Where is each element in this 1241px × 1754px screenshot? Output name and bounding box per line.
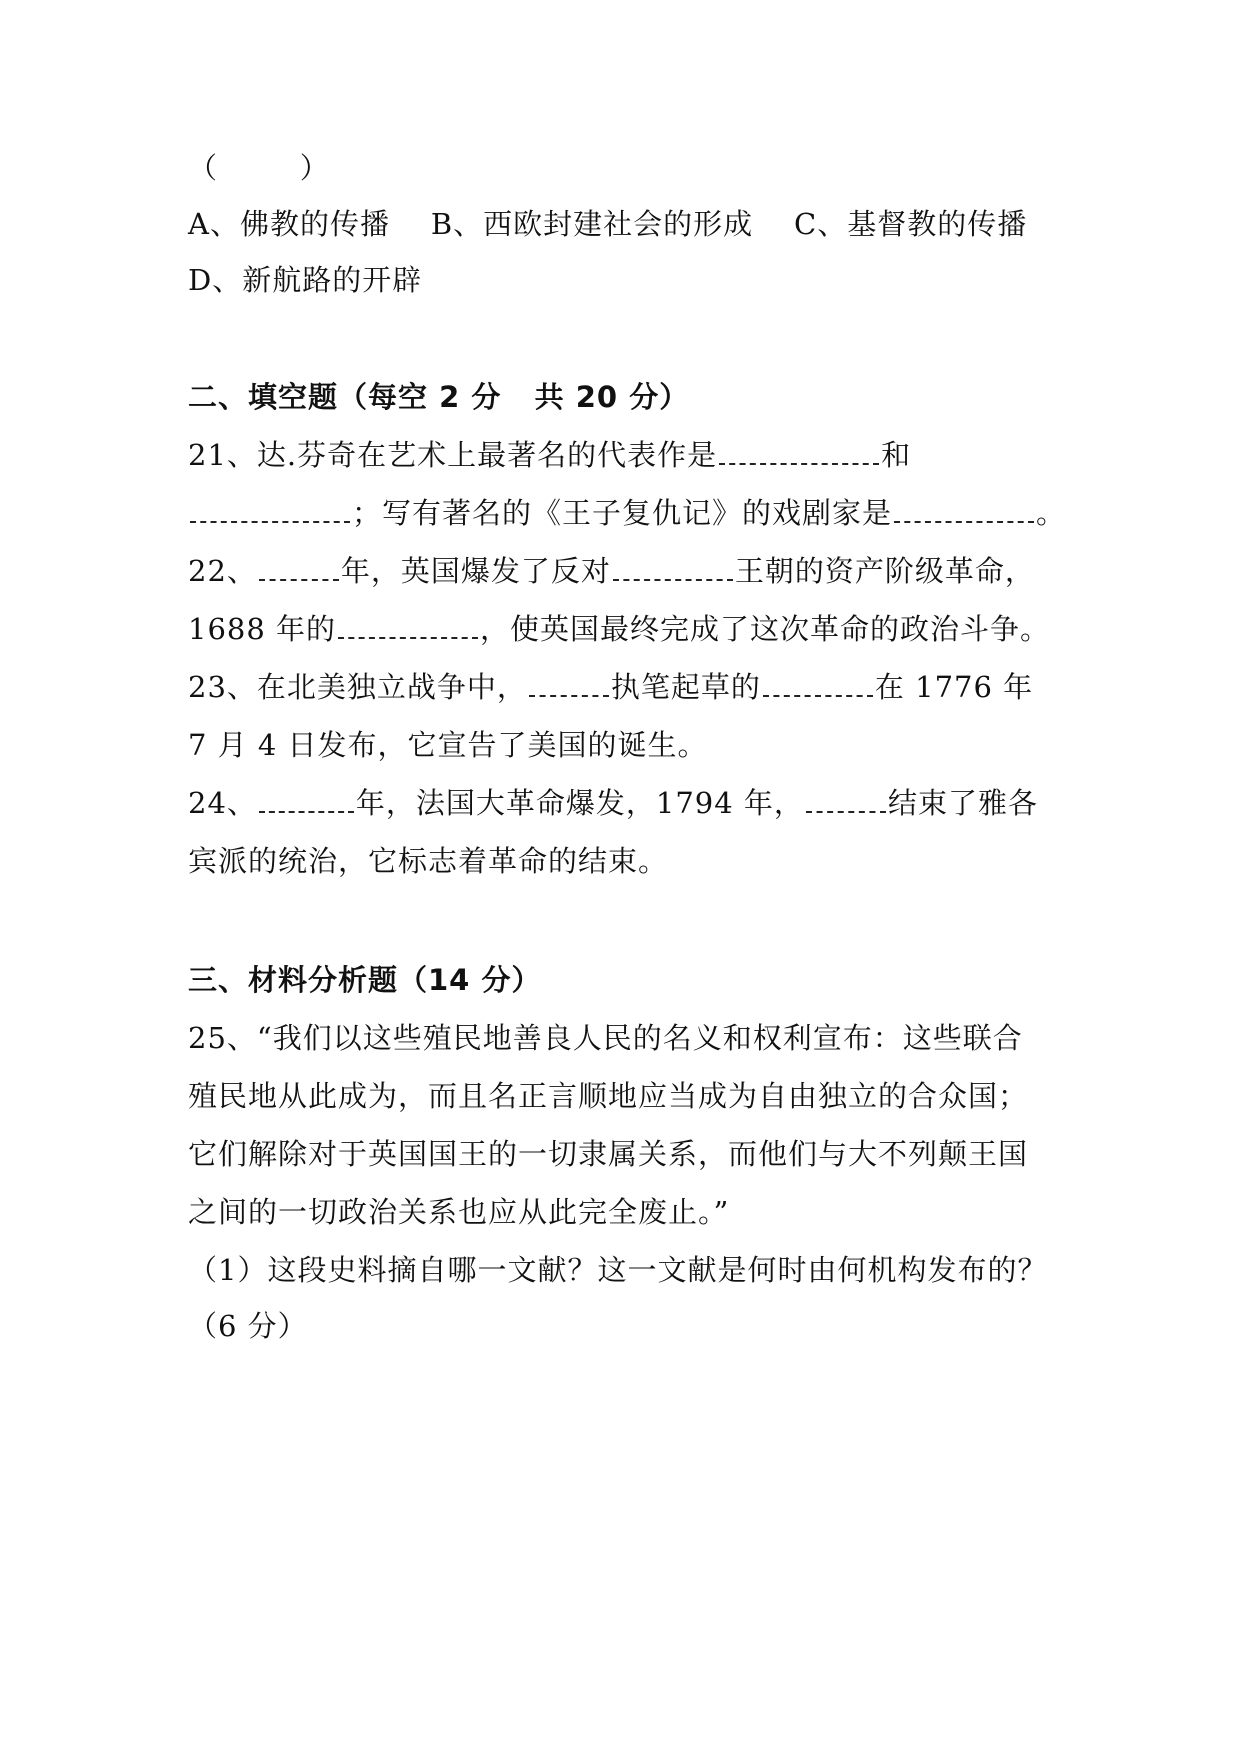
q21-text-1: 21、达.芬奇在艺术上最著名的代表作是	[188, 438, 718, 472]
question-25-material-line-3: 它们解除对于英国国王的一切隶属关系，而他们与大不列颠王国	[188, 1137, 1029, 1171]
q23-text-3: 在 1776 年	[874, 670, 1034, 704]
question-21-line-1	[188, 435, 911, 475]
blank-field[interactable]	[190, 499, 350, 523]
question-22-line-1	[188, 551, 1035, 591]
question-25-material-line-1: 25、“我们以这些殖民地善良人民的名义和权利宣布：这些联合	[188, 1021, 1023, 1055]
answer-bracket: （ ）	[188, 151, 330, 185]
q22-text-1: 22、	[188, 554, 257, 588]
question-25-material-line-2: 殖民地从此成为，而且名正言顺地应当成为自由独立的合众国；	[188, 1079, 1029, 1113]
blank-field[interactable]	[529, 673, 609, 697]
question-24-line-2: 宾派的统治，它标志着革命的结束。	[188, 844, 669, 878]
question-23-line-1	[188, 667, 1033, 707]
q24-text-1: 24、	[188, 786, 257, 820]
blank-field[interactable]	[763, 673, 873, 697]
question-25-sub-1: （1）这段史料摘自哪一文献？这一文献是何时由何机构发布的？	[188, 1253, 1048, 1287]
q21-text-2: 和	[881, 438, 912, 472]
q22-text-5: ，使英国最终完成了这次革命的政治斗争。	[480, 612, 1051, 646]
question-25-sub-1-points: （6 分）	[188, 1309, 308, 1343]
question-25-material-line-4: 之间的一切政治关系也应从此完全废止。”	[188, 1195, 730, 1229]
choice-options-row-2: D、新航路的开辟	[188, 263, 423, 297]
q22-text-2: 年，英国爆发了反对	[340, 554, 611, 588]
section-3-heading: 三、材料分析题（14 分）	[188, 963, 542, 997]
blank-field[interactable]	[719, 441, 879, 465]
q22-text-3: 王朝的资产阶级革命，	[734, 554, 1035, 588]
choice-options-row-1: A、佛教的传播 B、西欧封建社会的形成 C、基督教的传播	[188, 207, 1028, 241]
blank-field[interactable]	[259, 557, 339, 581]
q21-text-3: ；写有著名的《王子复仇记》的戏剧家是	[352, 496, 893, 530]
q21-text-4: 。	[1036, 496, 1067, 530]
question-22-line-2	[188, 609, 1050, 649]
section-2-heading: 二、填空题（每空 2 分 共 20 分）	[188, 380, 690, 414]
blank-field[interactable]	[894, 499, 1034, 523]
question-23-line-2: 7 月 4 日发布，它宣告了美国的诞生。	[188, 728, 708, 762]
question-21-line-2	[188, 493, 1066, 533]
blank-field[interactable]	[806, 789, 886, 813]
question-24-line-1	[188, 783, 1038, 823]
q24-text-3: 结束了雅各	[887, 786, 1038, 820]
blank-field[interactable]	[338, 615, 478, 639]
blank-field[interactable]	[613, 557, 733, 581]
blank-field[interactable]	[259, 789, 354, 813]
q23-text-1: 23、在北美独立战争中，	[188, 670, 527, 704]
q24-text-2: 年，法国大革命爆发，1794 年，	[355, 786, 804, 820]
q22-text-4: 1688 年的	[188, 612, 337, 646]
q23-text-2: 执笔起草的	[610, 670, 761, 704]
